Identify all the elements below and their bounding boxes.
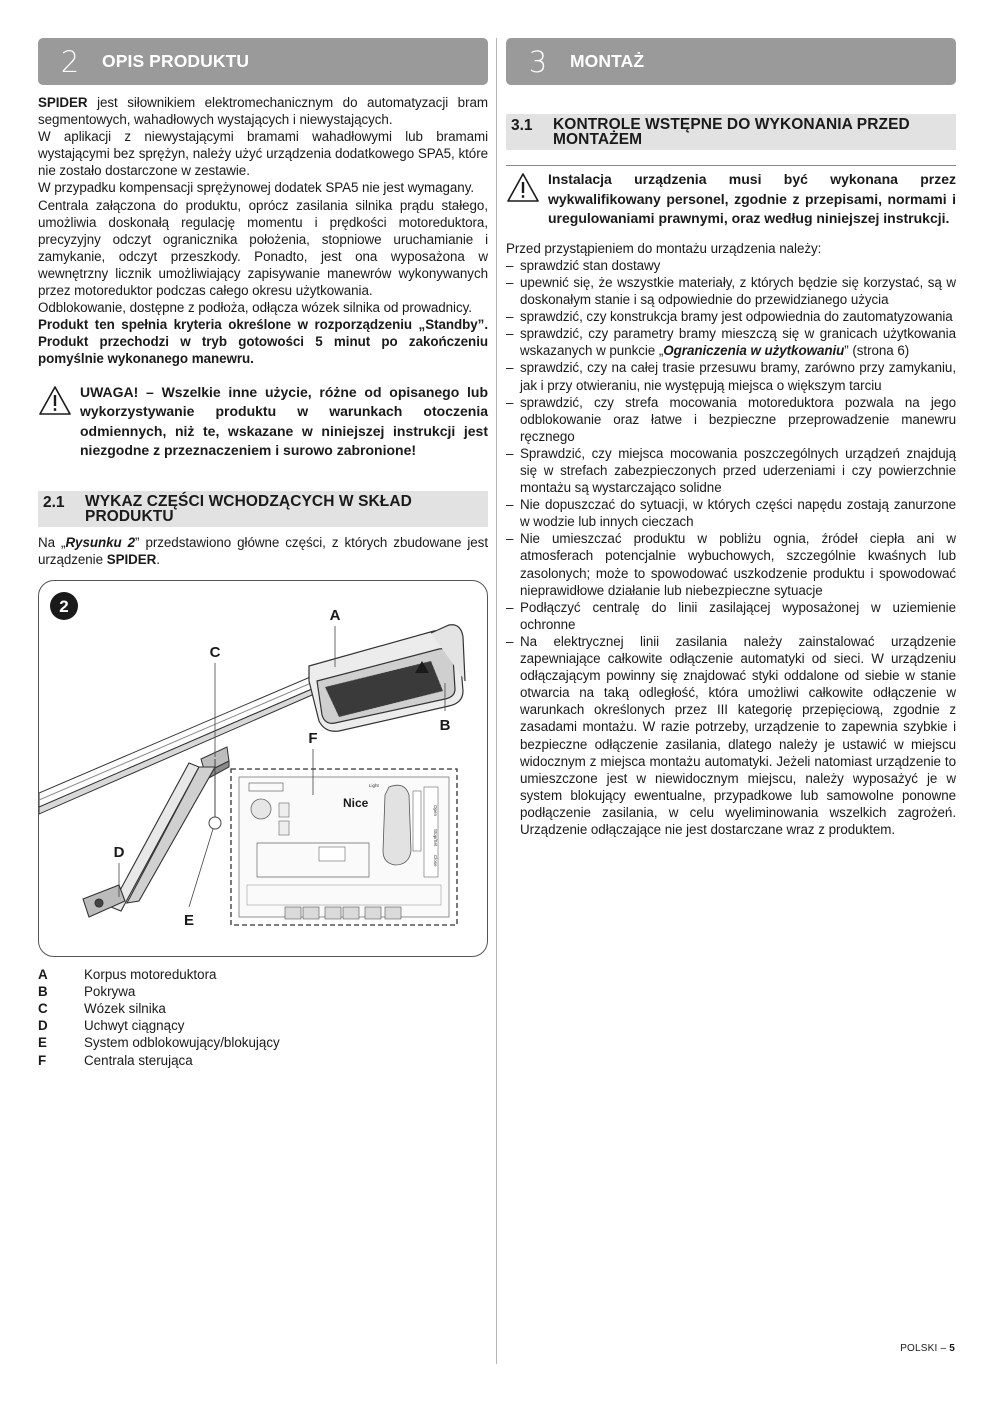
warning-text: Instalacja urządzenia musi być wykonana przez wykwalifikowany personel, zgodnie z przepisami, normami i uregulowaniami prawnymi, oraz według niniejszej instrukcji. — [548, 171, 956, 227]
board-label-open: Open — [433, 805, 438, 817]
text-run: ” przedstawiono główne części, z których zbudowane jest urządzenie — [38, 534, 488, 567]
figure-reference: Rysunku 2 — [65, 534, 136, 550]
list-item: – Na elektrycznej linii zasilania należy zainstalować urządzenie zapewniające całkowite odłączenie automatyki od sieci. W urządzeniu odłączającym powinny się znajdować styki oddalone od siebie w stanie otwarcia na taką odległość, która umożliwi całkowite odłączenie w warunkach określonych przez III kategorię przepięciową, zgodnie z zasadami montażu. W razie potrzeby, urządzenie to zapewnia szybkie i bezpieczne odłączenie zasilania, dlatego należy je ustawić w miejscu widocznym z miejsca montażu automatyki. Jeżeli natomiast urządzenie to umieszczone jest w niewidocznym miejscu, należy wyposażyć je w system blokujący ewentualne, przypadkowe lub samowolne ponowne podłączenie zasilania, w celu wyeliminowania wszelkich zagrożeń. Urządzenie odłączające nie jest dostarczane wraz z produktem. — [506, 633, 956, 838]
page-footer — [900, 1343, 955, 1354]
section-title: WYKAZ CZĘŚCI WCHODZĄCYCH W SKŁAD PRODUKTU — [85, 492, 412, 525]
legend-text: Centrala sterująca — [84, 1052, 193, 1068]
chapter-number: 3 — [528, 44, 548, 79]
chapter-header-2 — [38, 38, 488, 85]
board-label-stop: Stop/Set — [433, 829, 438, 847]
callout-a-label: A — [329, 607, 341, 625]
list-item: – Sprawdzić, czy miejsca mocowania poszczególnych urządzeń znajdują się w strefach zabezpieczonych przed uderzeniami i czy powierzchnie montażu są wystarczająco solidne — [506, 445, 956, 496]
section-header-3-1 — [506, 114, 956, 150]
legend-text: Uchwyt ciągnący — [84, 1018, 185, 1034]
chapter-title: OPIS PRODUKTU — [102, 51, 250, 71]
legend-text: Korpus motoreduktora — [84, 967, 217, 983]
legend-item — [38, 966, 488, 983]
text-run: sprawdzić, czy parametry bramy mieszczą się w granicach użytkowania wskazanych w punkcie „ — [520, 326, 956, 359]
paragraph: Centrala załączona do produktu, oprócz zasilania silnika prądu stałego, umożliwia doskonałą regulację momentu i prędkości motoreduktora, precyzyjny odczyt ogranicznika położenia, stopniowe uruchamianie i zamykanie, odczyt przeszkody. Ponadto, jest ona wyposażona w wewnętrzny licznik umożliwiający zapisywanie manewrów wykonywanych przez motoreduktor podczas całego okresu użytkowania. — [38, 197, 488, 299]
paragraph: W przypadku kompensacji sprężynowej dodatek SPA5 nie jest wymagany. — [38, 180, 475, 196]
section-number: 3.1 — [511, 117, 533, 134]
list-item: – upewnić się, że wszystkie materiały, z których będzie się korzystać, są w doskonałym stanie i są odpowiednie do przewidzianego użycia — [506, 274, 956, 308]
list-item: – sprawdzić, czy na całej trasie przesuwu bramy, zarówno przy zamykaniu, jak i przy otwieraniu, nie występują miejsca o większym tarciu — [506, 359, 956, 393]
product-name: SPIDER — [106, 551, 157, 567]
list-item: – Nie dopuszczać do sytuacji, w których części napędu zostają zanurzone w wodzie lub innych cieczach — [506, 496, 956, 530]
chapter-number: 2 — [60, 44, 80, 79]
page-number: 5 — [949, 1343, 955, 1354]
warning-triangle-icon — [38, 383, 80, 461]
legend-key: A — [38, 967, 48, 983]
figure-number: 2 — [59, 597, 69, 617]
list-item: – sprawdzić stan dostawy — [506, 257, 956, 274]
spider-drawing — [39, 581, 488, 957]
callout-d-label: D — [113, 844, 125, 862]
checks-list — [506, 257, 956, 838]
legend-item — [38, 983, 488, 1000]
standby-note: Produkt ten spełnia kryteria określone w rozporządzeniu „Standby”. Produkt przechodzi w tryb gotowości 5 minut po zakończeniu pomyślnie wykonanego manewru. — [38, 317, 488, 367]
warning-text: UWAGA! – Wszelkie inne użycie, różne od opisanego lub wykorzystywanie produktu w warunkach otoczenia odmiennych, niż te, wskazane w niniejszej instrukcji jest niezgodne z przeznaczeniem i surowo zabronione! — [80, 383, 488, 459]
legend-item — [38, 1034, 488, 1051]
list-item: – Podłączyć centralę do linii zasilającej wyposażonej w uziemienie ochronne — [506, 599, 956, 633]
figure-intro — [38, 534, 488, 568]
callout-c-label: C — [209, 644, 221, 662]
product-description — [38, 94, 488, 368]
legend-key: E — [38, 1035, 47, 1051]
legend-item — [38, 1017, 488, 1034]
legend-key: C — [38, 1001, 48, 1017]
list-item: – sprawdzić, czy konstrukcja bramy jest odpowiednia do zautomatyzowania — [506, 308, 956, 325]
cross-reference: Ograniczenia w użytkowaniu — [663, 343, 845, 359]
footer-language: POLSKI – — [900, 1343, 950, 1354]
figure-2 — [38, 580, 488, 957]
callout-f-label: F — [308, 730, 318, 748]
installer-warning — [506, 165, 956, 229]
list-item: – Nie umieszczać produktu w pobliżu ognia, źródeł ciepła ani w atmosferach potencjalnie wybuchowych, szczególnie kwaśnych lub zasolonych; może to spowodować uszkodzenie produktu i spowodować nieprawidłowe działanie lub niebezpieczne sytuacje — [506, 530, 956, 598]
board-label-light: Light — [369, 783, 379, 789]
board-label-close: Close — [433, 855, 438, 867]
list-item: – sprawdzić, czy strefa mocowania motoreduktora pozwala na jego odblokowanie oraz łatwe i bezpieczne przeprowadzenie manewru ręcznego — [506, 394, 956, 445]
paragraph-text: jest siłownikiem elektromechanicznym do automatyzacji bram segmentowych, wahadłowych wystających i niewystających. — [38, 95, 488, 128]
callout-e-label: E — [183, 912, 195, 930]
chapter-title: MONTAŻ — [570, 51, 645, 71]
warning-block — [38, 383, 488, 461]
text-run: ” (strona 6) — [844, 343, 910, 359]
left-column — [38, 38, 488, 1069]
control-board — [231, 769, 457, 925]
paragraph-bold — [38, 316, 488, 367]
text-run: Na „ — [38, 534, 66, 550]
legend-key: F — [38, 1052, 47, 1068]
legend-item — [38, 1000, 488, 1017]
paragraph: W aplikacji z niewystającymi bramami wahadłowymi lub bramami wystającymi bez sprężyn, należy użyć urządzenia dodatkowego SPA5, które nie zostało dostarczone w zestawie. — [38, 129, 488, 179]
warning-triangle-icon — [506, 170, 548, 229]
legend-text: Pokrywa — [84, 984, 136, 1000]
product-name: SPIDER — [38, 95, 88, 110]
list-item — [506, 325, 956, 359]
text-run: . — [156, 551, 160, 567]
paragraph — [38, 94, 488, 128]
legend-text: System odblokowujący/blokujący — [84, 1035, 280, 1051]
paragraph: Odblokowanie, dostępne z podłoża, odłącza wózek silnika od prowadnicy. — [38, 300, 472, 316]
chapter-header-3 — [506, 38, 956, 85]
column-divider — [496, 38, 497, 1364]
legend-text: Wózek silnika — [84, 1001, 166, 1017]
legend-key: D — [38, 1018, 48, 1034]
checks-lead: Przed przystąpieniem do montażu urządzenia należy: — [506, 240, 822, 256]
legend-key: B — [38, 984, 48, 1000]
section-number: 2.1 — [43, 493, 65, 511]
figure-legend — [38, 966, 488, 1069]
preinstall-checks — [506, 240, 956, 838]
callout-b-label: B — [439, 717, 451, 735]
right-column — [506, 38, 956, 838]
legend-item — [38, 1052, 488, 1069]
section-title: KONTROLE WSTĘPNE DO WYKONANIA PRZED MONTAŻEM — [553, 116, 910, 148]
board-brand: Nice — [343, 796, 369, 811]
section-header-2-1 — [38, 491, 488, 527]
